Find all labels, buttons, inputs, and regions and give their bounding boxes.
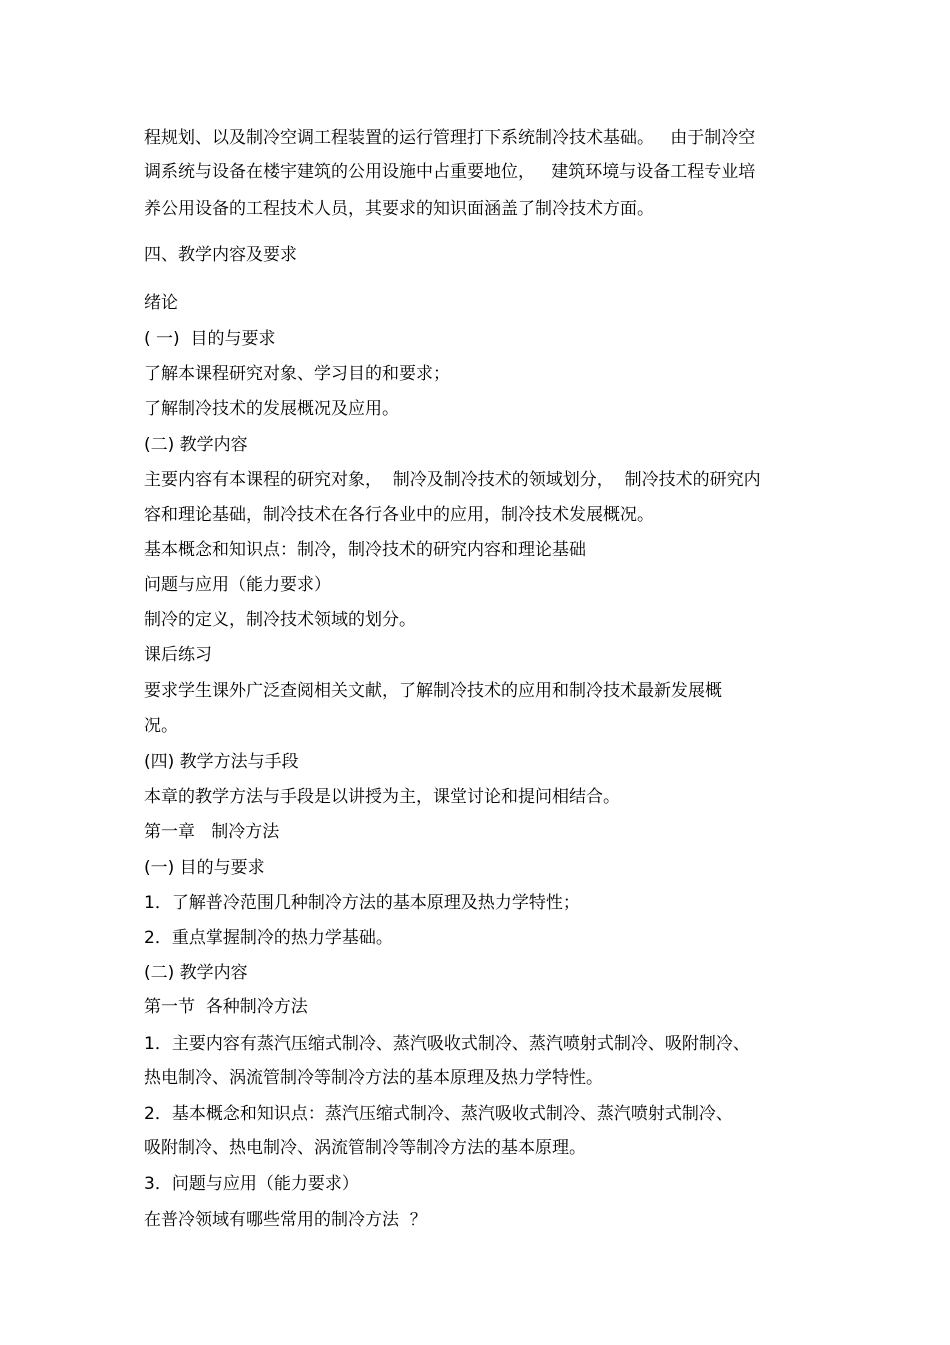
section-heading: 第一节 各种制冷方法	[144, 997, 308, 1017]
text-line: 基本概念和知识点：制冷，制冷技术的研究内容和理论基础	[144, 540, 586, 560]
text-line: 了解本课程研究对象、学习目的和要求；	[144, 364, 450, 384]
text-line: 要求学生课外广泛查阅相关文献，了解制冷技术的应用和制冷技术最新发展概	[144, 681, 722, 701]
text-line: 2．重点掌握制冷的热力学基础。	[144, 928, 393, 948]
subheading-content: (二) 教学内容	[144, 963, 248, 983]
chapter-heading: 第一章 制冷方法	[144, 822, 280, 842]
intro-line-1: 程规划、以及制冷空调工程装置的运行管理打下系统制冷技术基础。 由于制冷空	[144, 128, 756, 148]
text-line: 1．主要内容有蒸汽压缩式制冷、蒸汽吸收式制冷、蒸汽喷射式制冷、吸附制冷、	[144, 1034, 750, 1054]
text-line: 主要内容有本课程的研究对象， 制冷及制冷技术的领域划分， 制冷技术的研究内	[144, 470, 761, 490]
intro-line-3: 养公用设备的工程技术人员，其要求的知识面涵盖了制冷技术方面。	[144, 199, 654, 219]
text-line: 容和理论基础，制冷技术在各行各业中的应用，制冷技术发展概况。	[144, 505, 654, 525]
text-line: 吸附制冷、热电制冷、涡流管制冷等制冷方法的基本原理。	[144, 1138, 586, 1158]
text-line: 课后练习	[144, 645, 212, 665]
intro-line-2: 调系统与设备在楼宇建筑的公用设施中占重要地位， 建筑环境与设备工程专业培	[144, 162, 756, 182]
subheading-goals: ( 一) 目的与要求	[144, 329, 276, 349]
heading-introduction: 绪论	[144, 293, 178, 313]
text-line: 制冷的定义，制冷技术领域的划分。	[144, 610, 416, 630]
section-heading-four: 四、教学内容及要求	[144, 245, 297, 265]
subheading-content: (二) 教学内容	[144, 435, 248, 455]
subheading-methods: (四) 教学方法与手段	[144, 752, 299, 772]
text-line: 问题与应用（能力要求）	[144, 575, 331, 595]
text-line: 况。	[144, 716, 178, 736]
text-line: 在普冷领域有哪些常用的制冷方法 ？	[144, 1210, 427, 1230]
text-line: 热电制冷、涡流管制冷等制冷方法的基本原理及热力学特性。	[144, 1068, 603, 1088]
text-line: 本章的教学方法与手段是以讲授为主，课堂讨论和提问相结合。	[144, 787, 620, 807]
text-line: 了解制冷技术的发展概况及应用。	[144, 399, 399, 419]
subheading-goals: (一) 目的与要求	[144, 858, 265, 878]
text-line: 1．了解普冷范围几种制冷方法的基本原理及热力学特性；	[144, 893, 580, 913]
text-line: 3．问题与应用（能力要求）	[144, 1174, 359, 1194]
text-line: 2．基本概念和知识点：蒸汽压缩式制冷、蒸汽吸收式制冷、蒸汽喷射式制冷、	[144, 1104, 733, 1124]
